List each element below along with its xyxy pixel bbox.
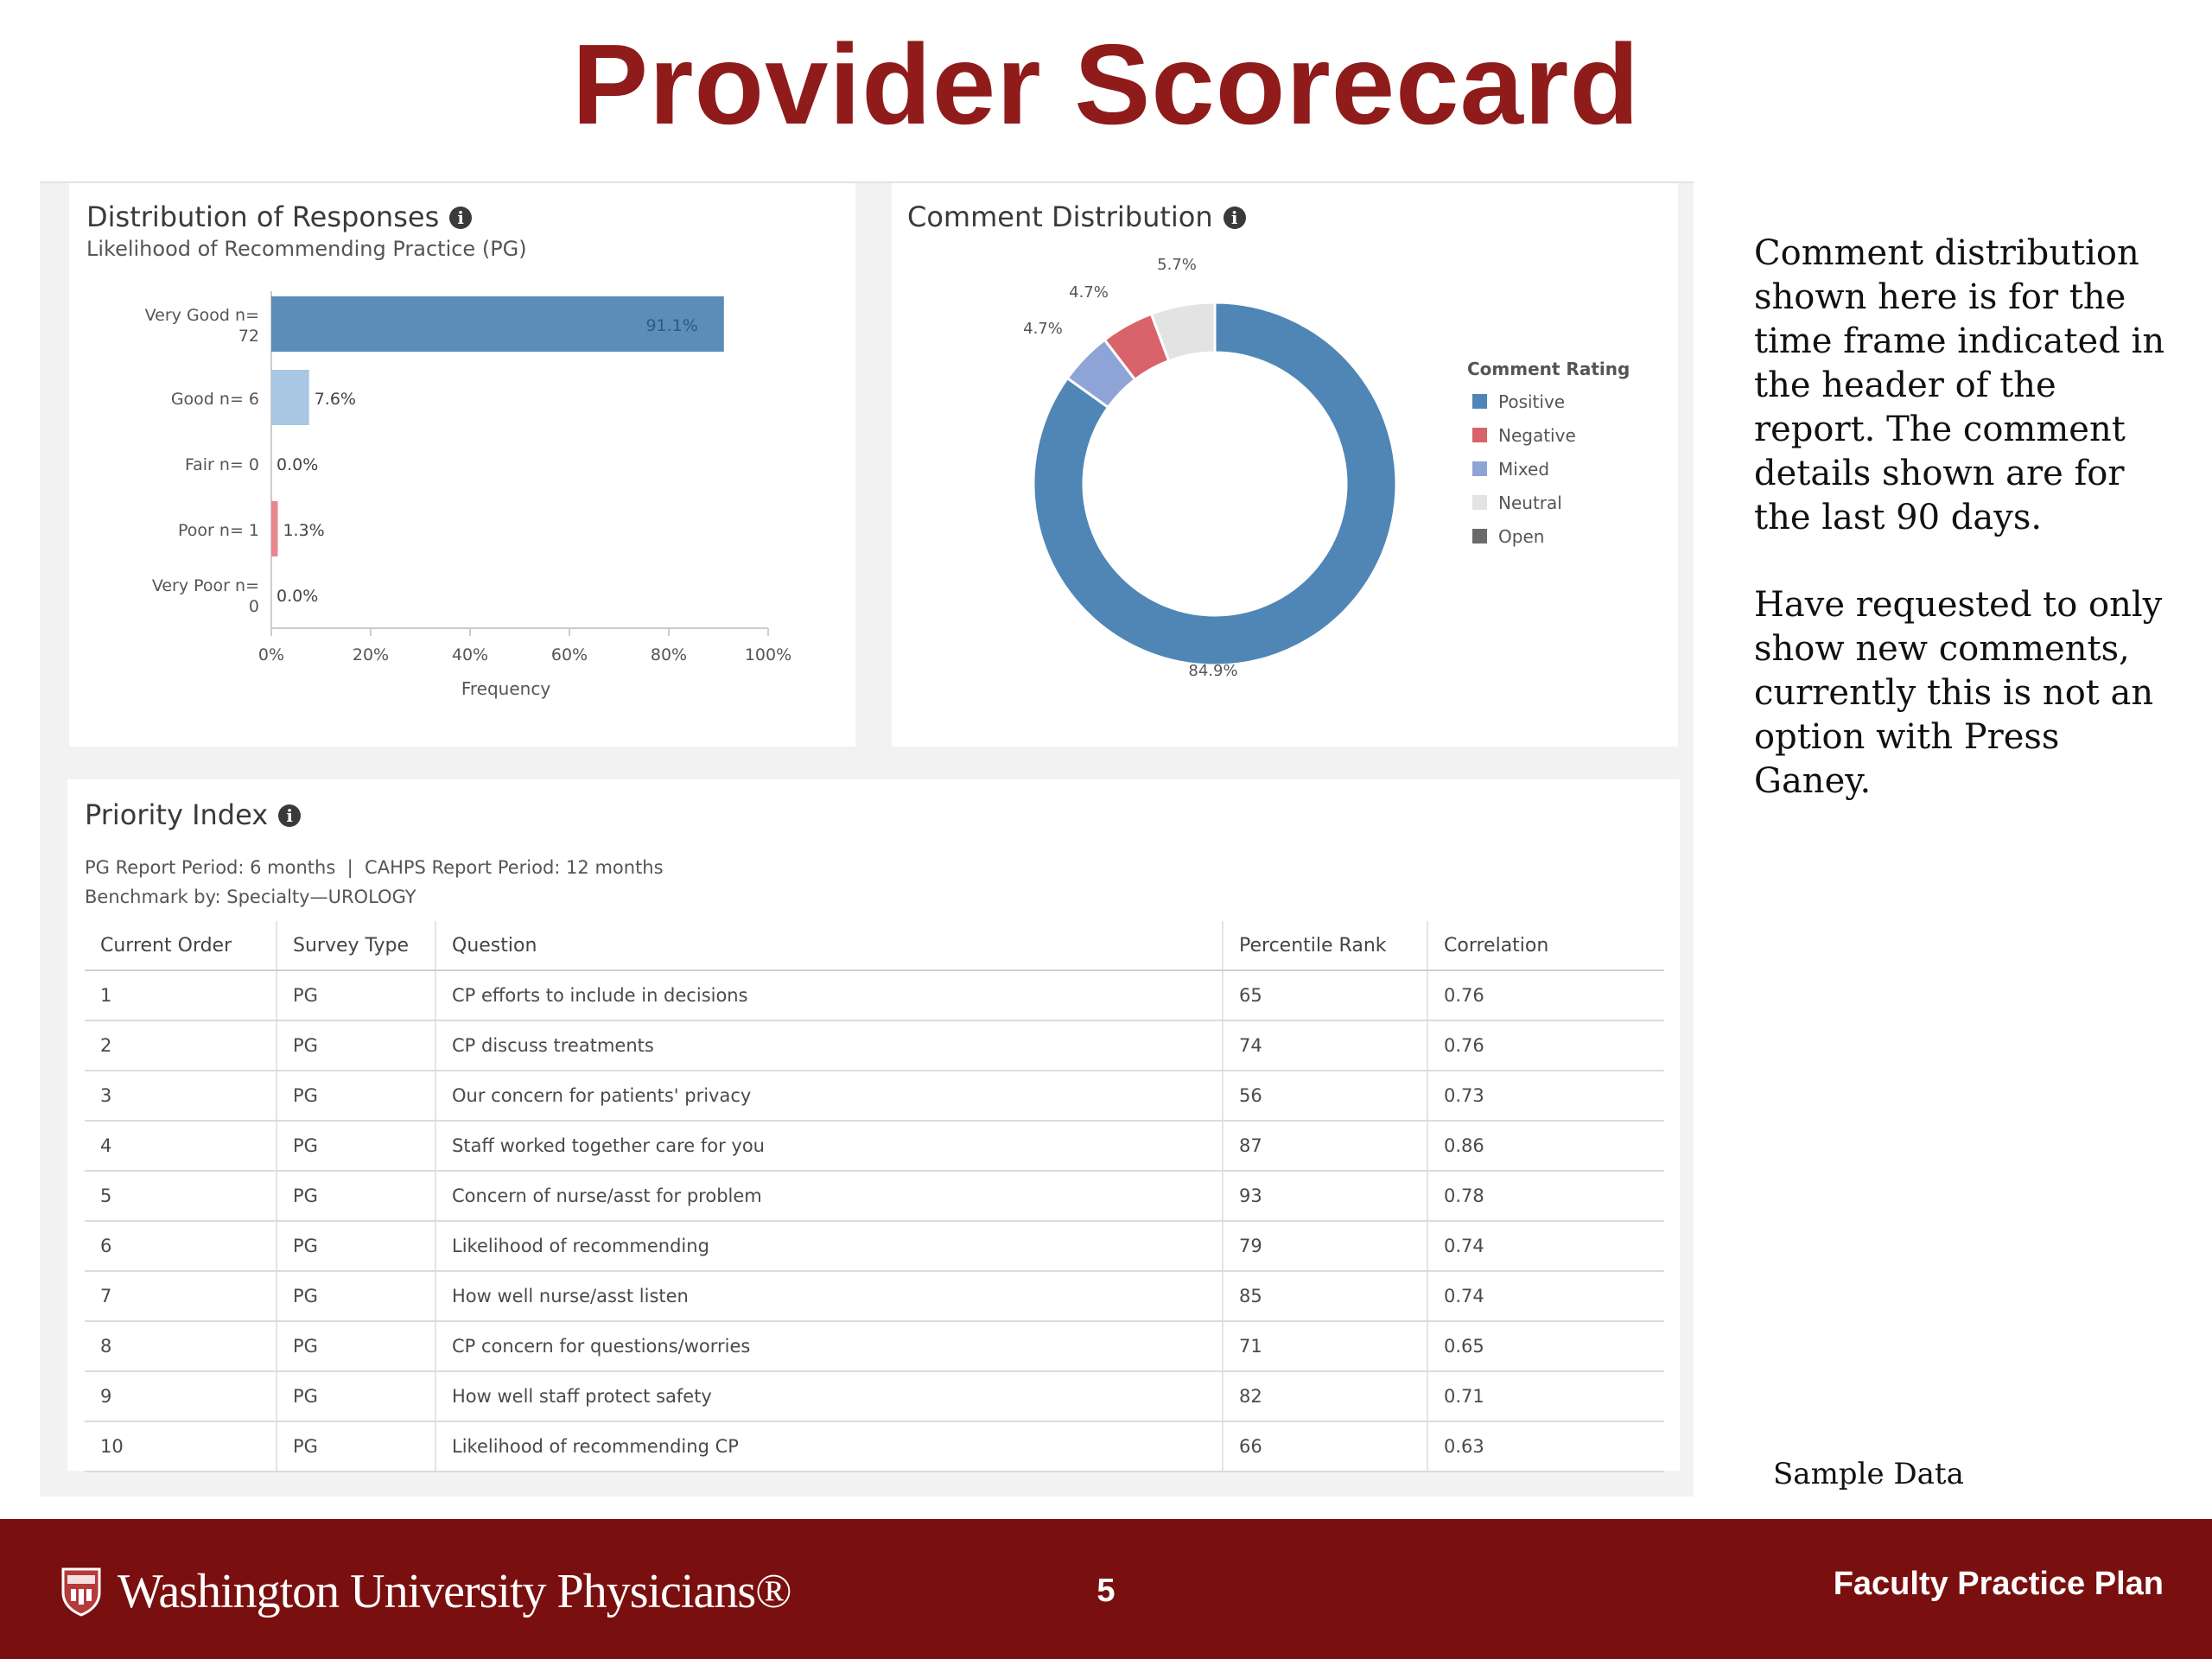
slice-label: 4.7% (1069, 283, 1109, 302)
priority-panel (67, 779, 1680, 1471)
table-cell: PG (276, 1171, 435, 1221)
table-cell: Likelihood of recommending (435, 1221, 1223, 1271)
x-tick-label: 0% (257, 645, 285, 664)
side-note-paragraph: Have requested to only show new comments, currently this is not an option with Press Ganey. (1754, 585, 2163, 801)
table-cell: CP efforts to include in decisions (435, 970, 1223, 1020)
legend-swatch (1472, 529, 1487, 543)
table-cell: 3 (85, 1071, 276, 1121)
table-row (85, 1371, 1664, 1421)
table-cell: 93 (1223, 1171, 1427, 1221)
table-row (85, 1221, 1664, 1271)
table-cell: CP concern for questions/worries (435, 1321, 1223, 1371)
footer (0, 1519, 2212, 1659)
table-cell: 82 (1223, 1371, 1427, 1421)
table-cell: PG (276, 1421, 435, 1471)
category-label: 0 (248, 597, 259, 616)
legend-swatch (1472, 428, 1487, 442)
legend-item[interactable]: Neutral (1498, 493, 1562, 513)
category-label: Good n= 6 (170, 390, 259, 409)
table-cell: 6 (85, 1221, 276, 1271)
benchmark: Benchmark by: Specialty—UROLOGY (85, 887, 416, 907)
info-icon[interactable]: i (449, 207, 472, 229)
table-cell: 7 (85, 1271, 276, 1321)
table-row (85, 1421, 1664, 1471)
category-label: Poor n= 1 (178, 521, 259, 540)
table-cell: 74 (1223, 1020, 1427, 1071)
column-header[interactable]: Survey Type (276, 921, 435, 970)
category-label: Very Poor n= (151, 576, 259, 595)
table-cell: 9 (85, 1371, 276, 1421)
bar[interactable] (271, 501, 277, 556)
table-cell: 8 (85, 1321, 276, 1371)
table-cell: How well staff protect safety (435, 1371, 1223, 1421)
value-label: 0.0% (276, 587, 319, 606)
legend-title: Comment Rating (1467, 359, 1630, 379)
x-tick-label: 80% (650, 645, 688, 664)
table-cell: 0.71 (1427, 1371, 1664, 1421)
table-cell: Likelihood of recommending CP (435, 1421, 1223, 1471)
column-header[interactable]: Correlation (1427, 921, 1664, 970)
distribution-panel (69, 183, 855, 747)
table-cell: 0.78 (1427, 1171, 1664, 1221)
table-cell: 85 (1223, 1271, 1427, 1321)
footer-logo (60, 1564, 791, 1619)
x-tick-label: 100% (744, 645, 792, 664)
x-tick-label: 60% (550, 645, 588, 664)
footer-right-text: Faculty Practice Plan (1833, 1566, 2164, 1602)
category-label: Fair n= 0 (184, 455, 259, 474)
table-cell: 0.73 (1427, 1071, 1664, 1121)
priority-table (85, 921, 1664, 1472)
comment-donut-chart (892, 183, 1678, 747)
legend-swatch (1472, 461, 1487, 476)
slice-label: 4.7% (1023, 320, 1063, 338)
column-header[interactable]: Question (435, 921, 1223, 970)
table-row (85, 970, 1664, 1020)
table-cell: 1 (85, 970, 276, 1020)
table-cell: PG (276, 1071, 435, 1121)
column-header[interactable]: Current Order (85, 921, 276, 970)
table-cell: Staff worked together care for you (435, 1121, 1223, 1171)
value-label: 91.1% (645, 316, 698, 335)
table-cell: 56 (1223, 1071, 1427, 1121)
side-note (1754, 232, 2186, 847)
table-row (85, 1121, 1664, 1171)
table-cell: 0.74 (1427, 1271, 1664, 1321)
dashboard (40, 181, 1694, 1497)
priority-title-text: Priority Index (85, 798, 269, 831)
table-cell: 0.86 (1427, 1121, 1664, 1171)
x-tick-label: 20% (352, 645, 390, 664)
table-cell: 10 (85, 1421, 276, 1471)
table-row (85, 1020, 1664, 1071)
bar[interactable] (271, 370, 309, 425)
table-cell: PG (276, 1371, 435, 1421)
table-cell: PG (276, 1221, 435, 1271)
table-cell: 79 (1223, 1221, 1427, 1271)
priority-title (85, 798, 301, 831)
table-cell: 66 (1223, 1421, 1427, 1471)
distribution-title-text: Distribution of Responses (86, 200, 440, 233)
info-icon[interactable]: i (278, 804, 301, 827)
table-cell: PG (276, 1321, 435, 1371)
legend-swatch (1472, 394, 1487, 409)
table-row (85, 1271, 1664, 1321)
table-cell: 87 (1223, 1121, 1427, 1171)
table-cell: 0.76 (1427, 1020, 1664, 1071)
legend-item[interactable]: Positive (1498, 391, 1566, 412)
legend-item[interactable]: Mixed (1498, 459, 1550, 480)
table-cell: 4 (85, 1121, 276, 1171)
table-header-row (85, 921, 1664, 970)
category-label: Very Good n= (144, 306, 259, 325)
value-label: 0.0% (276, 455, 319, 474)
table-cell: 0.63 (1427, 1421, 1664, 1471)
table-cell: 0.65 (1427, 1321, 1664, 1371)
table-row (85, 1321, 1664, 1371)
column-header[interactable]: Percentile Rank (1223, 921, 1427, 970)
info-icon[interactable]: i (1224, 207, 1246, 229)
slide-title: Provider Scorecard (572, 21, 1640, 148)
value-label: 7.6% (314, 390, 356, 409)
table-cell: PG (276, 1121, 435, 1171)
table-cell: PG (276, 1271, 435, 1321)
page-number: 5 (1096, 1573, 1116, 1609)
table-cell: 71 (1223, 1321, 1427, 1371)
x-axis-label: Frequency (461, 678, 551, 699)
slice-label: 84.9% (1188, 662, 1238, 680)
legend-item[interactable]: Open (1498, 526, 1545, 547)
sample-data-label: Sample Data (1773, 1457, 1964, 1491)
comment-panel (892, 183, 1678, 747)
side-note-paragraph: Comment distribution shown here is for the time frame indicated in the header of the report. The comment details shown are for the last 90 days. (1754, 233, 2165, 537)
table-cell: PG (276, 970, 435, 1020)
comment-title-text: Comment Distribution (907, 200, 1213, 233)
category-label: 72 (238, 327, 259, 346)
table-cell: 0.74 (1427, 1221, 1664, 1271)
table-cell: CP discuss treatments (435, 1020, 1223, 1071)
x-tick-label: 40% (451, 645, 489, 664)
footer-logo-text: Washington University Physicians® (118, 1565, 791, 1618)
table-row (85, 1071, 1664, 1121)
table-cell: Concern of nurse/asst for problem (435, 1171, 1223, 1221)
report-period: PG Report Period: 6 months | CAHPS Report Period: 12 months (85, 857, 664, 878)
table-cell: 0.76 (1427, 970, 1664, 1020)
table-cell: Our concern for patients' privacy (435, 1071, 1223, 1121)
slice-label: 5.7% (1157, 256, 1197, 274)
table-cell: PG (276, 1020, 435, 1071)
table-row (85, 1171, 1664, 1221)
table-cell: 65 (1223, 970, 1427, 1020)
table-cell: 5 (85, 1171, 276, 1221)
table-cell: How well nurse/asst listen (435, 1271, 1223, 1321)
distribution-bar-chart (69, 183, 855, 747)
distribution-subtitle: Likelihood of Recommending Practice (PG) (86, 237, 527, 261)
table-cell: 2 (85, 1020, 276, 1071)
value-label: 1.3% (283, 521, 325, 540)
legend-swatch (1472, 495, 1487, 510)
legend-item[interactable]: Negative (1498, 425, 1576, 446)
crest-icon (60, 1567, 102, 1617)
